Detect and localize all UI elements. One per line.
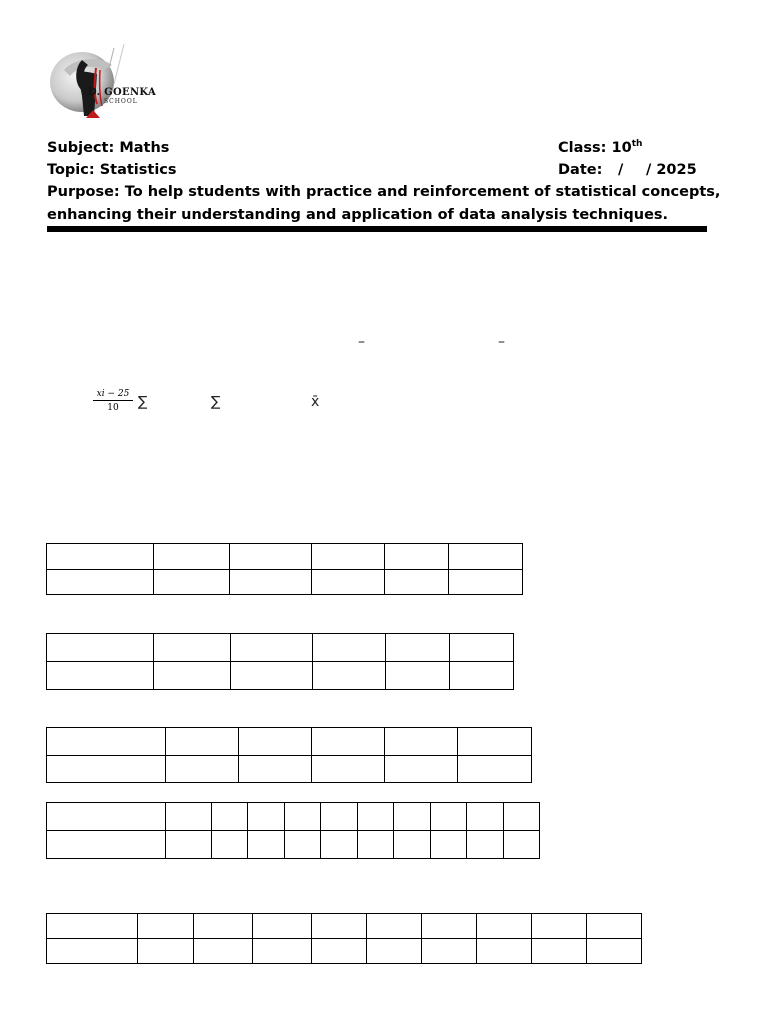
data-table-5 [46,913,642,964]
table-row [47,803,540,831]
table-cell[interactable] [385,728,458,756]
table-cell[interactable] [194,914,253,939]
table-cell[interactable] [239,728,312,756]
table-cell[interactable] [358,831,394,859]
data-table-2 [46,633,514,690]
purpose-text: Purpose: To help students with practice and reinforcement of statistical concepts, enhancing their understanding and application of data analysis techniques. [47,184,721,223]
table-row [47,831,540,859]
table-cell[interactable] [166,755,239,783]
table-row [47,914,642,939]
table-cell[interactable] [532,914,587,939]
table-cell[interactable] [385,569,449,595]
table-cell[interactable] [422,939,477,964]
table-cell[interactable] [312,939,367,964]
topic-label: Topic: Statistics [47,162,177,178]
table-cell[interactable] [166,803,212,831]
table-cell[interactable] [253,914,312,939]
table-row [47,634,514,662]
table-cell[interactable] [285,803,321,831]
table-cell[interactable] [154,662,231,690]
table-cell[interactable] [450,662,514,690]
table-cell[interactable] [367,914,422,939]
table-cell[interactable] [47,914,138,939]
logo-sub: SCHOOL [104,98,138,105]
class-label [558,137,642,159]
table-cell[interactable] [587,939,642,964]
data-table-1 [46,543,523,595]
logo-name: D. GOENKA [88,87,157,98]
table-cell[interactable] [47,662,154,690]
table-cell[interactable] [212,803,248,831]
table-cell[interactable] [504,831,540,859]
table-cell[interactable] [467,831,504,859]
table-cell[interactable] [253,939,312,964]
table-cell[interactable] [386,662,450,690]
table-cell[interactable] [477,939,532,964]
table-cell[interactable] [532,939,587,964]
table-cell[interactable] [47,939,138,964]
table-cell[interactable] [248,803,285,831]
table-cell[interactable] [458,728,532,756]
table-row [47,755,532,783]
table-cell[interactable] [154,569,230,595]
table-cell[interactable] [312,728,385,756]
table-cell[interactable] [394,803,431,831]
subject-label: Subject: Maths [47,140,170,156]
table-cell[interactable] [230,544,312,570]
table-cell[interactable] [386,634,450,662]
table-cell[interactable] [367,939,422,964]
table-row [47,728,532,756]
table-cell[interactable] [587,914,642,939]
table-cell[interactable] [138,914,194,939]
bar-symbol-2: – [498,334,505,350]
table-cell[interactable] [154,544,230,570]
data-table-4 [46,802,540,859]
table-cell[interactable] [394,831,431,859]
table-cell[interactable] [231,634,313,662]
date-separator: / [618,162,624,178]
table-cell[interactable] [312,544,385,570]
table-row [47,939,642,964]
table-cell[interactable] [312,914,367,939]
table-cell[interactable] [231,662,313,690]
table-cell[interactable] [212,831,248,859]
table-row [47,569,523,595]
fraction [93,389,133,413]
class-sup: th [631,139,643,150]
table-cell[interactable] [422,914,477,939]
fraction-denominator: 10 [107,403,119,413]
table-cell[interactable] [385,755,458,783]
table-cell[interactable] [239,755,312,783]
date-year: / 2025 [646,162,697,178]
fraction-numerator: xi − 25 [93,389,133,401]
xbar-symbol: x̄ [311,394,320,410]
table-cell[interactable] [312,569,385,595]
table-cell[interactable] [248,831,285,859]
class-text: Class: 10 [558,140,632,156]
table-cell[interactable] [431,831,467,859]
table-cell[interactable] [458,755,532,783]
table-cell[interactable] [230,569,312,595]
table-cell[interactable] [312,755,385,783]
table-cell[interactable] [313,634,386,662]
table-cell[interactable] [477,914,532,939]
table-cell[interactable] [313,662,386,690]
table-cell[interactable] [47,544,154,570]
table-cell[interactable] [166,728,239,756]
header-divider [47,226,707,232]
table-cell[interactable] [449,544,523,570]
data-table-3 [46,727,532,783]
table-cell[interactable] [138,939,194,964]
table-cell[interactable] [47,755,166,783]
table-cell[interactable] [385,544,449,570]
table-cell[interactable] [194,939,253,964]
sigma-symbol-2: ∑ [211,394,221,410]
table-cell[interactable] [47,569,154,595]
table-cell[interactable] [321,803,358,831]
sigma-symbol-1: ∑ [138,394,148,410]
logo-text-wrap [44,40,184,124]
bar-symbol-1: – [358,334,365,350]
table-cell[interactable] [47,634,154,662]
table-cell[interactable] [285,831,321,859]
table-cell[interactable] [47,803,166,831]
table-cell[interactable] [321,831,358,859]
table-cell[interactable] [154,634,231,662]
table-cell[interactable] [467,803,504,831]
table-cell[interactable] [504,803,540,831]
table-cell[interactable] [450,634,514,662]
table-cell[interactable] [47,728,166,756]
table-cell[interactable] [449,569,523,595]
table-cell[interactable] [166,831,212,859]
table-row [47,544,523,570]
date-label: Date: [558,162,603,178]
table-cell[interactable] [431,803,467,831]
table-row [47,662,514,690]
table-cell[interactable] [358,803,394,831]
table-cell[interactable] [47,831,166,859]
